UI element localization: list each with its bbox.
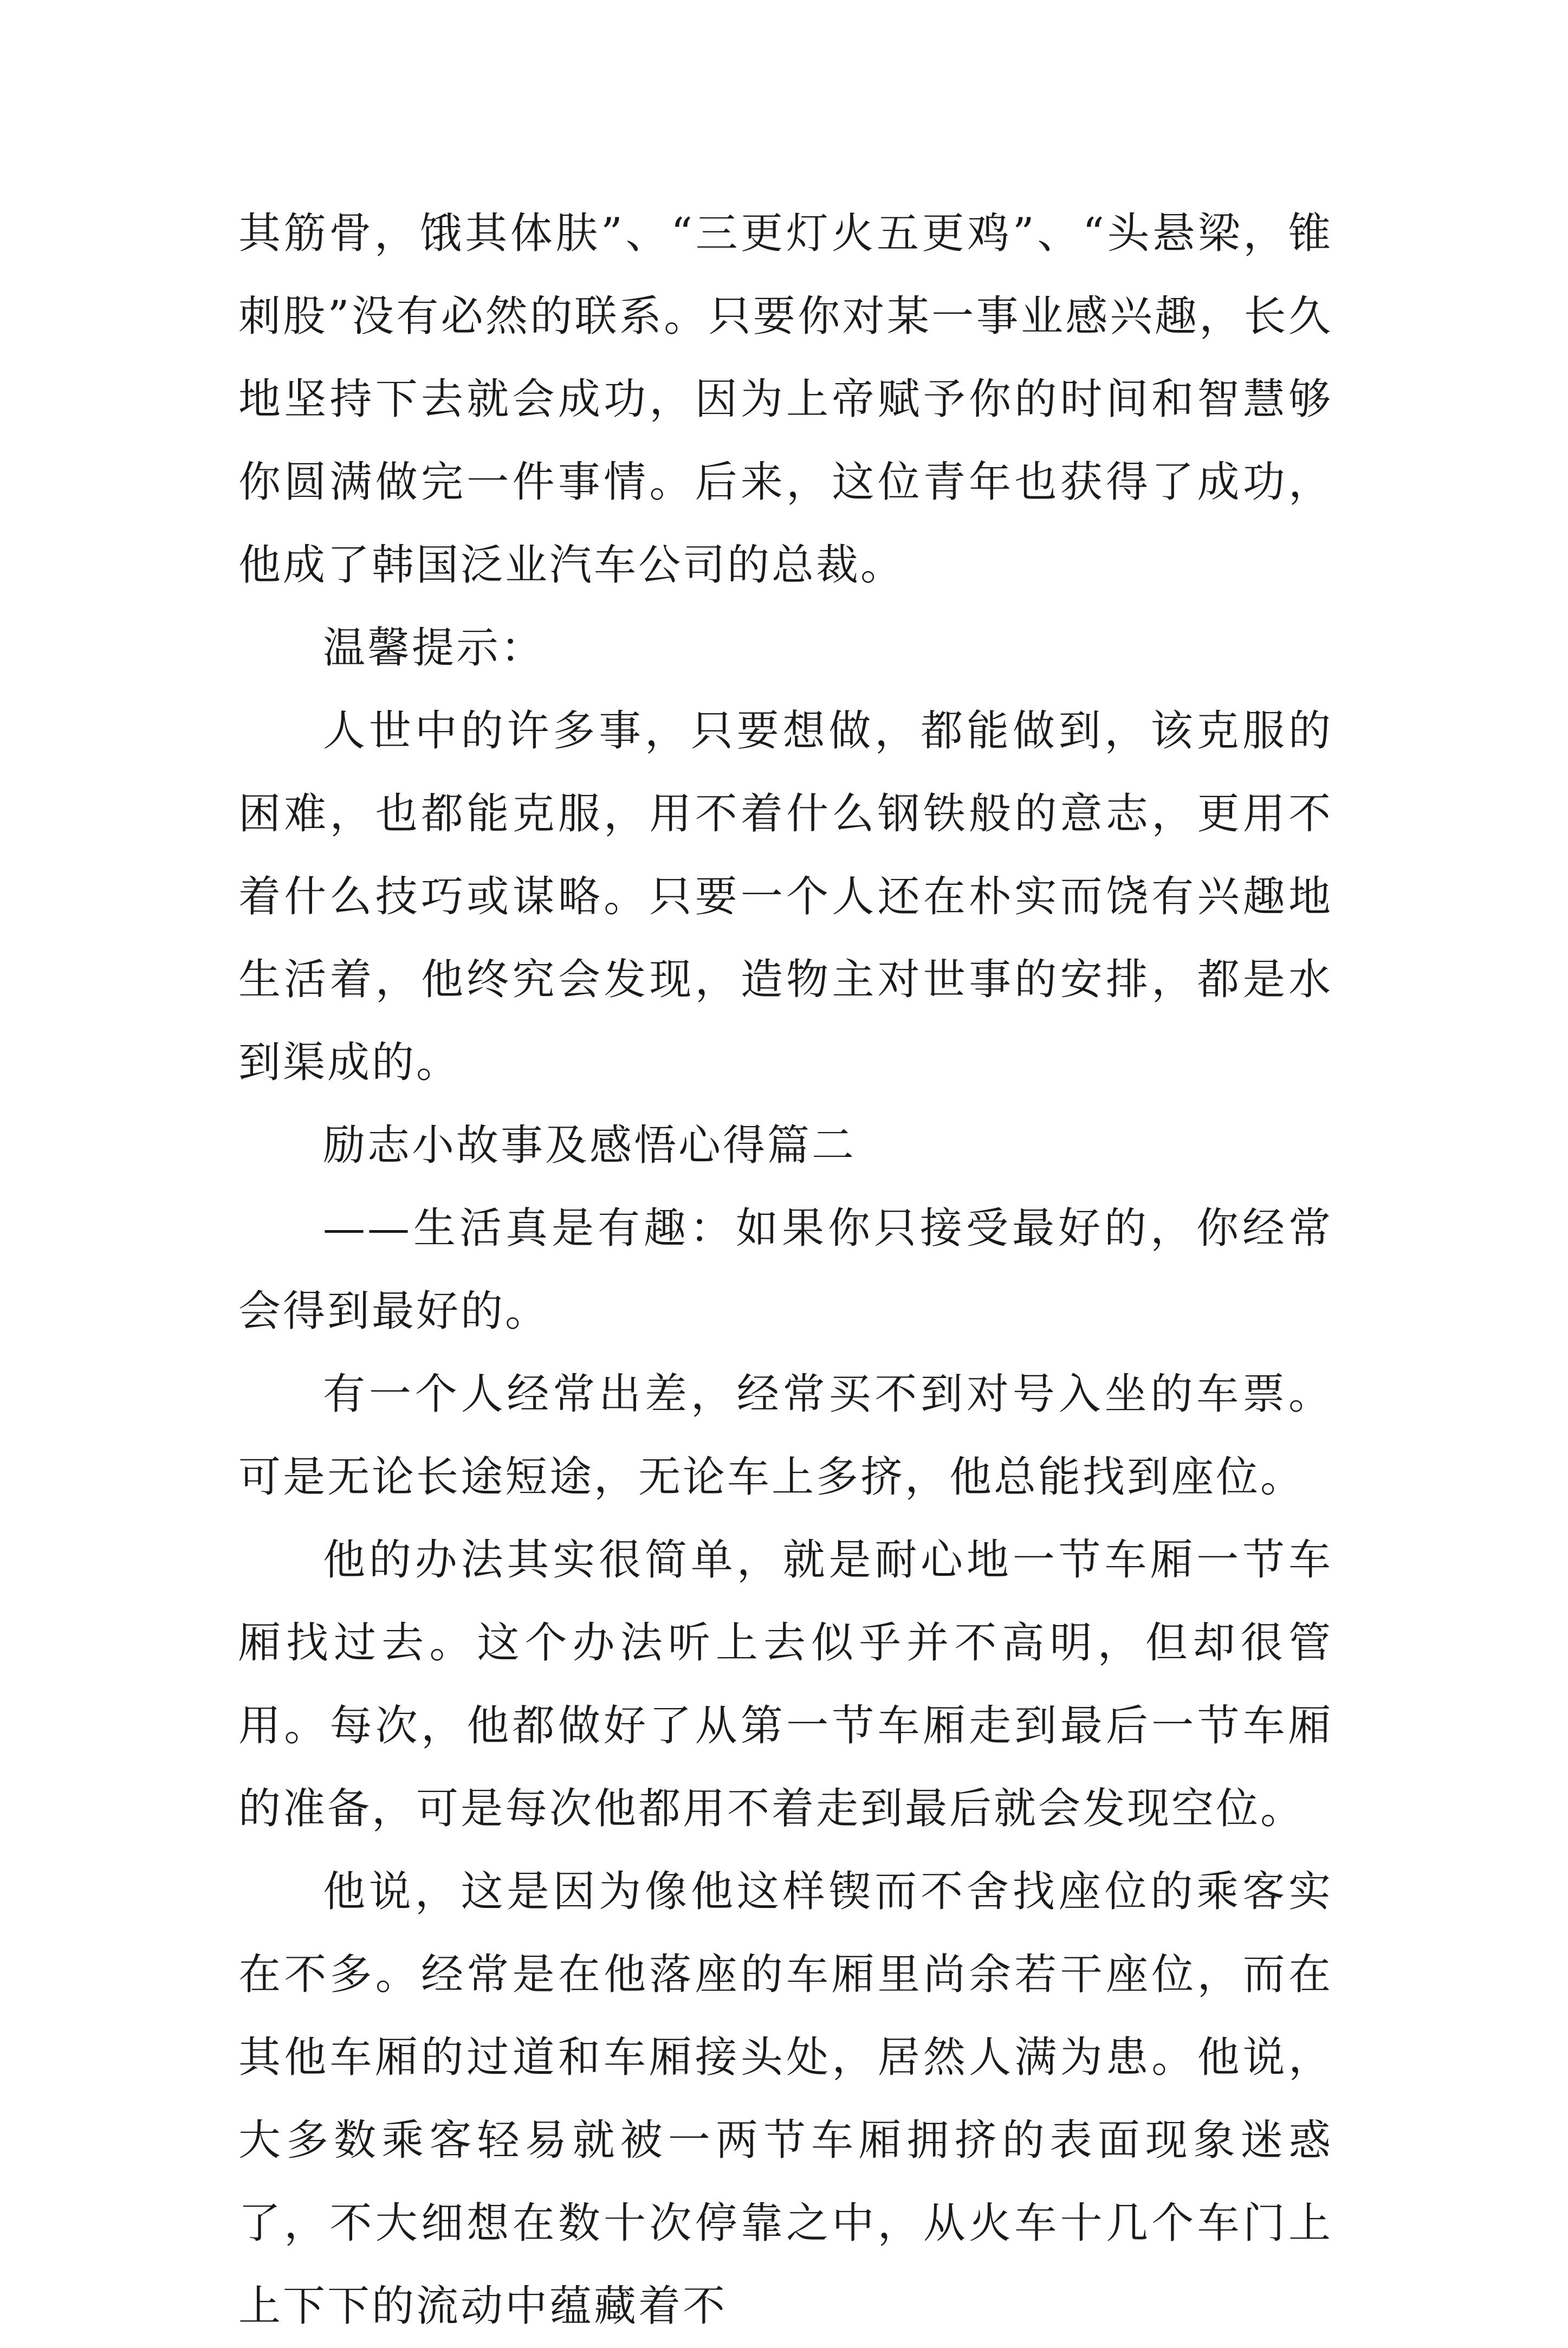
- paragraph-quote: ——生活真是有趣：如果你只接受最好的，你经常会得到最好的。: [238, 1204, 1333, 1336]
- section-heading: 励志小故事及感悟心得篇二: [323, 1121, 857, 1170]
- paragraph-tip-body: 人世中的许多事，只要想做，都能做到，该克服的困难，也都能克服，用不着什么钢铁般的意志，更用不着什么技巧或谋略。只要一个人还在朴实而饶有兴趣地生活着，他终究会发现，造物主对世事的安排，都是水到渠成的。: [238, 707, 1333, 1087]
- body-text: [238, 192, 1333, 2348]
- paragraph-tip-heading: 温馨提示：: [323, 624, 546, 672]
- paragraph-story-3: 他说，这是因为像他这样锲而不舍找座位的乘客实在不多。经常是在他落座的车厢里尚余若干座位，而在其他车厢的过道和车厢接头处，居然人满为患。他说，大多数乘客轻易就被一两节车厢拥挤的表面现象迷惑了，不大细想在数十次停靠之中，从火车十几个车门上上下下的流动中蕴藏着不: [238, 1867, 1333, 2331]
- paragraph-story-1: 有一个人经常出差，经常买不到对号入坐的车票。可是无论长途短途，无论车上多挤，他总能找到座位。: [238, 1370, 1333, 1502]
- paragraph-continuation: 其筋骨，饿其体肤”、“三更灯火五更鸡”、“头悬梁，锥刺股”没有必然的联系。只要你对某一事业感兴趣，长久地坚持下去就会成功，因为上帝赋予你的时间和智慧够你圆满做完一件事情。后来，这位青年也获得了成功，他成了韩国泛业汽车公司的总裁。: [238, 209, 1333, 590]
- paragraph-story-2: 他的办法其实很简单，就是耐心地一节车厢一节车厢找过去。这个办法听上去似乎并不高明，但却很管用。每次，他都做好了从第一节车厢走到最后一节车厢的准备，可是每次他都用不着走到最后就会发现空位。: [238, 1536, 1333, 1833]
